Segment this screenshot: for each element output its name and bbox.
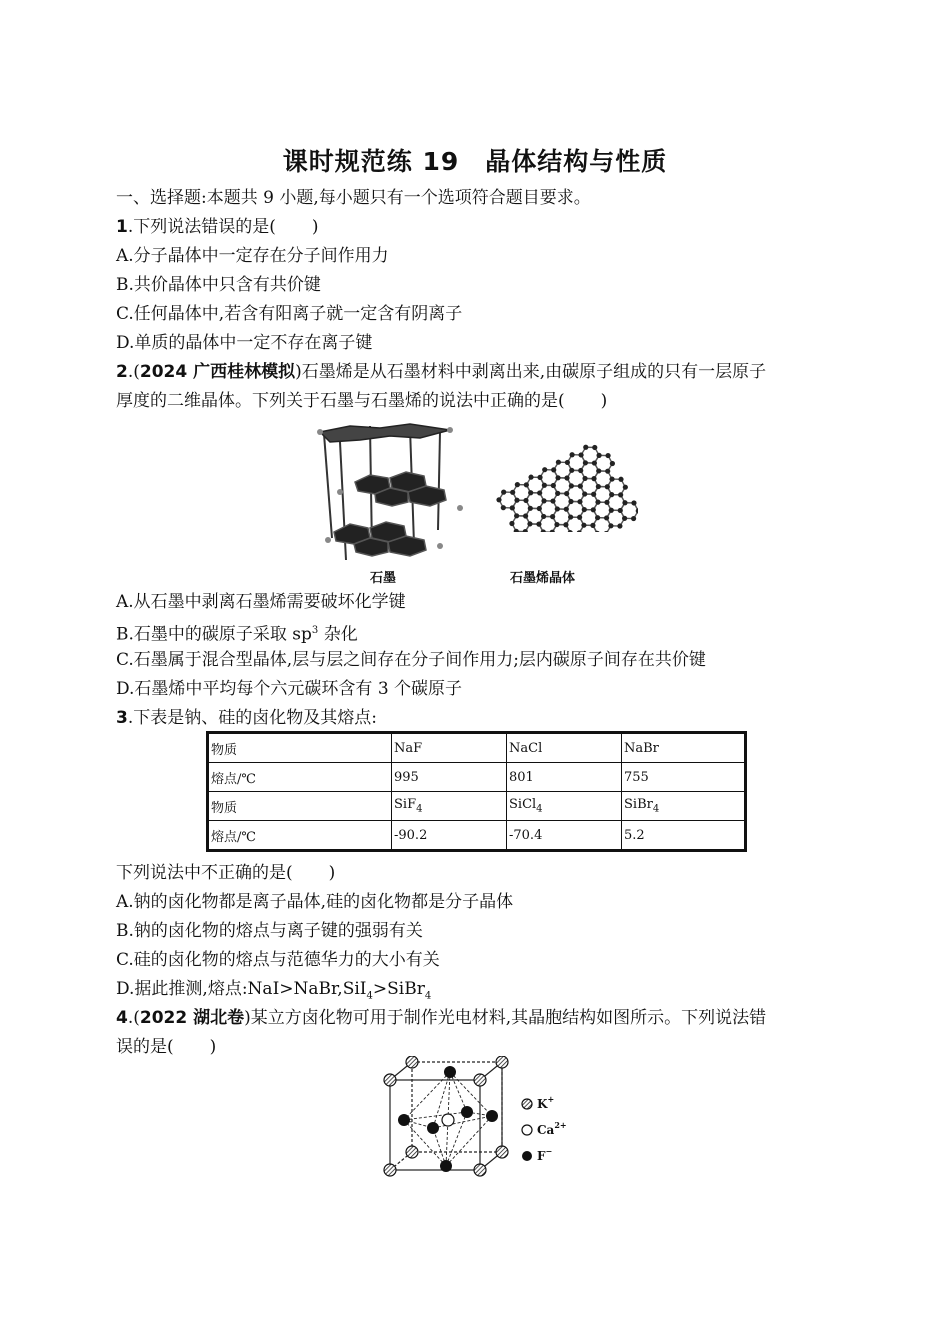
q1-option-a: A.分子晶体中一定存在分子间作用力 (116, 246, 389, 266)
carbon-atom (536, 522, 541, 527)
carbon-atom (609, 476, 614, 481)
carbon-atom (569, 452, 574, 457)
carbon-atom (537, 475, 542, 480)
carbon-atom (605, 453, 610, 458)
q1-number: 1 (116, 217, 128, 237)
table-cell: 物质 (208, 733, 392, 763)
q2-option-c: C.石墨属于混合型晶体,层与层之间存在分子间作用力;层内碳原子间存在共价键 (116, 650, 706, 670)
table-cell: NaCl (507, 733, 622, 763)
carbon-atom (563, 522, 568, 527)
graphite-structure-figure (310, 420, 480, 570)
carbon-atom (527, 521, 532, 526)
carbon-atom (515, 482, 520, 487)
table-cell: SiBr$_4$ (622, 792, 746, 821)
carbon-atom (596, 484, 601, 489)
table-cell: -70.4 (507, 821, 622, 851)
carbon-atom (514, 498, 519, 503)
q2-option-d: D.石墨烯中平均每个六元碳环含有 3 个碳原子 (116, 679, 463, 699)
carbon-atom (590, 523, 595, 528)
carbon-atom (542, 483, 547, 488)
carbon-atom (631, 500, 636, 505)
section-heading: 一、选择题:本题共 9 小题,每小题只有一个选项符合题目要求。 (116, 188, 591, 208)
carbon-atom (555, 506, 560, 511)
carbon-atom (618, 508, 623, 513)
carbon-atom (551, 467, 556, 472)
carbon-atom (618, 477, 623, 482)
melting-point-table (206, 731, 747, 852)
q2-option-a: A.从石墨中剥离石墨烯需要破坏化学键 (116, 592, 406, 612)
table-cell: 801 (507, 763, 622, 792)
q3-option-c: C.硅的卤化物的熔点与范德华力的大小有关 (116, 950, 440, 970)
carbon-atom (583, 460, 588, 465)
table-cell: 995 (392, 763, 507, 792)
carbon-atom (523, 513, 528, 518)
carbon-atom (582, 491, 587, 496)
q4-source: 2022 湖北卷 (139, 1008, 245, 1028)
carbon-atom (577, 499, 582, 504)
carbon-atom (592, 445, 597, 450)
table-cell: 熔点/℃ (208, 821, 392, 851)
carbon-atom (591, 492, 596, 497)
carbon-atom (577, 515, 582, 520)
carbon-atom (501, 490, 506, 495)
carbon-atom (565, 460, 570, 465)
carbon-atom (581, 523, 586, 528)
carbon-atom (636, 508, 638, 513)
carbon-atom (578, 484, 583, 489)
carbon-atom (604, 515, 609, 520)
carbon-atom (608, 523, 613, 528)
carbon-atom (550, 514, 555, 519)
carbon-atom (556, 460, 561, 465)
carbon-atom (605, 484, 610, 489)
carbon-atom (591, 507, 596, 512)
q2-source: 2024 广西桂林模拟 (139, 362, 296, 382)
carbon-atom (501, 505, 506, 510)
carbon-atom (564, 507, 569, 512)
table-cell: 物质 (208, 792, 392, 821)
carbon-atom (537, 490, 542, 495)
carbon-atom (622, 500, 627, 505)
carbon-atom (514, 513, 519, 518)
carbon-atom (554, 522, 559, 527)
ca-ion-marker (522, 1125, 532, 1135)
table-cell: NaBr (622, 733, 746, 763)
q3-option-d: D.据此推测,熔点:NaI>NaBr,SiI$_4$>SiBr$_4$ (116, 979, 432, 1002)
table-cell: SiCl$_4$ (507, 792, 622, 821)
carbon-atom (523, 498, 528, 503)
carbon-atom (609, 508, 614, 513)
q3-number: 3 (116, 708, 128, 728)
f-ion-marker (522, 1151, 532, 1161)
q1-stem: 1.下列说法错误的是( ) (116, 217, 319, 237)
carbon-atom (496, 497, 501, 502)
q3-stem: 3.下表是钠、硅的卤化物及其熔点: (116, 708, 377, 728)
table-row (208, 733, 746, 763)
q2-option-b: B.石墨中的碳原子采取 $sp^3$ 杂化 (116, 624, 358, 645)
legend-k-label: K+ (537, 1094, 555, 1111)
carbon-atom (592, 460, 597, 465)
carbon-atom (610, 461, 615, 466)
carbon-atom (569, 483, 574, 488)
carbon-atom (564, 491, 569, 496)
carbon-atom (509, 521, 514, 526)
carbon-atom (622, 516, 627, 521)
carbon-atom (596, 468, 601, 473)
carbon-atom (595, 515, 600, 520)
graphene-caption: 石墨烯晶体 (510, 571, 576, 586)
carbon-atom (555, 475, 560, 480)
q3-ask: 下列说法中不正确的是( ) (116, 863, 336, 883)
table-cell: 5.2 (622, 821, 746, 851)
table-cell: 755 (622, 763, 746, 792)
unit-cell-figure (380, 1056, 580, 1188)
carbon-atom (528, 506, 533, 511)
carbon-atom (631, 516, 636, 521)
q3-option-a: A.钠的卤化物都是离子晶体,硅的卤化物都是分子晶体 (116, 892, 514, 912)
carbon-atom (541, 514, 546, 519)
q2-stem-line2: 厚度的二维晶体。下列关于石墨与石墨烯的说法中正确的是( ) (116, 391, 608, 411)
graphite-caption: 石墨 (370, 571, 397, 586)
carbon-atom (537, 506, 542, 511)
q2-number: 2 (116, 362, 128, 382)
k-ion-marker (522, 1099, 532, 1109)
carbon-atom (568, 514, 573, 519)
carbon-atom (542, 467, 547, 472)
legend-f-label: F− (537, 1146, 553, 1163)
table-cell: SiF$_4$ (392, 792, 507, 821)
carbon-atom (555, 491, 560, 496)
carbon-atom (528, 475, 533, 480)
carbon-atom (617, 523, 622, 528)
carbon-atom (528, 490, 533, 495)
q4-number: 4 (116, 1008, 128, 1028)
carbon-atom (578, 452, 583, 457)
carbon-atom (568, 499, 573, 504)
q1-option-d: D.单质的晶体中一定不存在离子键 (116, 333, 373, 353)
table-cell: 熔点/℃ (208, 763, 392, 792)
carbon-atom (582, 507, 587, 512)
carbon-atom (583, 445, 588, 450)
carbon-atom (564, 475, 569, 480)
carbon-atom (510, 505, 515, 510)
graphene-structure-figure (488, 420, 638, 532)
q2-stem-line1: 2.(2024 广西桂林模拟)石墨烯是从石墨材料中剥离出来,由碳原子组成的只有一层原子 (116, 362, 767, 382)
carbon-atom (541, 498, 546, 503)
carbon-atom (623, 485, 628, 490)
carbon-atom (524, 482, 529, 487)
carbon-atom (582, 476, 587, 481)
carbon-atom (578, 468, 583, 473)
table-row (208, 792, 746, 821)
q3-option-b: B.钠的卤化物的熔点与离子键的强弱有关 (116, 921, 423, 941)
carbon-atom (609, 492, 614, 497)
q4-stem-line2: 误的是( ) (116, 1037, 217, 1057)
carbon-atom (569, 468, 574, 473)
table-cell: -90.2 (392, 821, 507, 851)
legend-ca-label: $Ca^{2+}$ (537, 1120, 567, 1137)
q1-option-c: C.任何晶体中,若含有阳离子就一定含有阴离子 (116, 304, 463, 324)
page-title: 课时规范练 19 晶体结构与性质 (282, 147, 668, 176)
q4-stem-line1: 4.(2022 湖北卷)某立方卤化物可用于制作光电材料,其晶胞结构如图所示。下列说法错 (116, 1008, 767, 1028)
table-cell: NaF (392, 733, 507, 763)
carbon-atom (618, 492, 623, 497)
carbon-atom (605, 469, 610, 474)
table-row (208, 821, 746, 851)
carbon-atom (591, 476, 596, 481)
q1-option-b: B.共价晶体中只含有共价键 (116, 275, 321, 295)
table-row (208, 763, 746, 792)
carbon-atom (510, 490, 515, 495)
carbon-atom (551, 483, 556, 488)
q1-text: .下列说法错误的是( (127, 217, 276, 237)
carbon-atom (596, 453, 601, 458)
carbon-atom (595, 500, 600, 505)
carbon-atom (550, 498, 555, 503)
carbon-atom (604, 500, 609, 505)
